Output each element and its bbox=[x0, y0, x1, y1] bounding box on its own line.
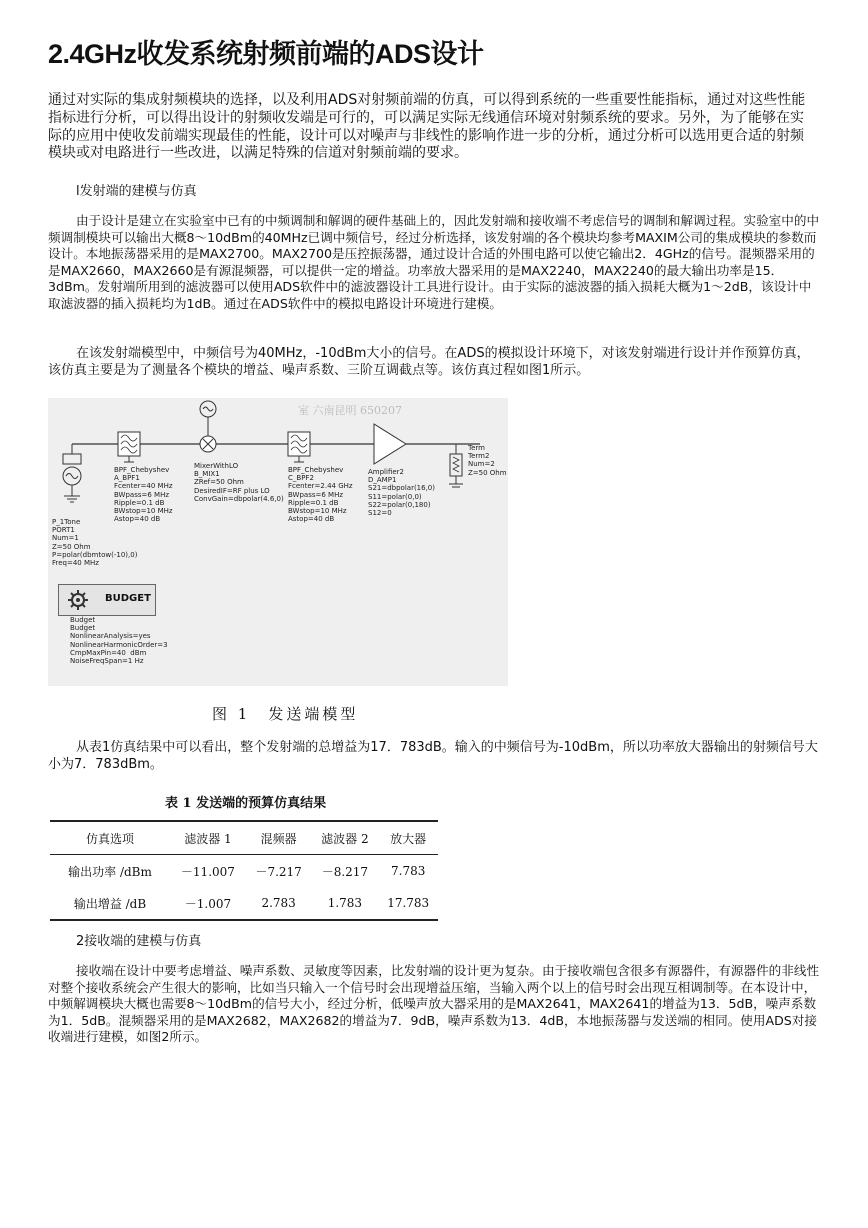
table-header-cell: 滤波器 2 bbox=[311, 821, 378, 855]
table-cell: 2.783 bbox=[261, 896, 296, 910]
watermark-text: 室 六南昆明 650207 bbox=[298, 404, 402, 417]
amplifier-icon bbox=[374, 424, 406, 464]
section2-paragraph-1: 接收端在设计中要考虑增益、噪声系数、灵敏度等因素，比发射端的设计更为复杂。由于接收端包含很多有源器件，有源器件的非线性对整个接收系统会产生很大的影响，比如当只输入一个信号时会出现增益压缩，当输入两个以上的信号时会出现互相调制等。在本设计中，中频解调模块大概也需要8～10dBm的信号大小，经过分析，低噪声放大器采用的是MAX2641，MAX2641的增益为13．5dB，噪声系数为1．5dB。混频器采用的是MAX2682，MAX2682的增益为7．9dB，噪声系数为13．4dB，本地振荡器与发送端的相同。使用ADS对接收端进行建模，如图2所示。 bbox=[48, 963, 820, 1045]
figure1-caption-number: 图 1 bbox=[212, 705, 251, 723]
bpf1-params: BPF_Chebyshev A_BPF1 Fcenter=40 MHz BWpass=6 MHz Ripple=0.1 dB BWstop=10 MHz Astop=40 dB bbox=[114, 466, 173, 524]
section2-heading: 2接收端的建模与仿真 bbox=[76, 934, 202, 949]
amplifier-params: Amplifier2 D_AMP1 S21=dbpolar(16,0) S11=polar(0,0) S22=polar(0,180) S12=0 bbox=[368, 468, 435, 518]
table-row bbox=[50, 887, 438, 920]
budget-params: Budget Budget NonlinearAnalysis=yes NonlinearHarmonicOrder=3 CmpMaxPin=40 dBm NoiseFreqSpan=1 Hz bbox=[70, 616, 168, 666]
mixer-icon bbox=[200, 401, 216, 452]
table-header-cell: 放大器 bbox=[378, 821, 438, 855]
table-cell: －7.217 bbox=[255, 864, 302, 879]
table-cell: －11.007 bbox=[180, 864, 235, 879]
section1-paragraph-3: 从表1仿真结果中可以看出，整个发射端的总增益为17．783dB。输入的中频信号为-10dBm，所以功率放大器输出的射频信号大小为7．783dBm。 bbox=[48, 740, 818, 772]
table-header-row bbox=[50, 821, 438, 855]
budget-block bbox=[58, 584, 156, 616]
port1-params: P_1Tone PORT1 Num=1 Z=50 Ohm P=polar(dbmtow(-10),0) Freq=40 MHz bbox=[52, 518, 138, 568]
budget-label: BUDGET bbox=[105, 593, 151, 604]
table-header-cell: 滤波器 1 bbox=[170, 821, 246, 855]
bpf2-filter-icon bbox=[288, 432, 310, 462]
port-source-icon bbox=[63, 444, 81, 502]
section1-paragraph-1: 由于设计是建立在实验室中已有的中频调制和解调的硬件基础上的，因此发射端和接收端不考虑信号的调制和解调过程。实验室中的中频调制模块可以输出大概8～10dBm的40MHz已调中频信号，经过分析选择，该发射端的各个模块均参考MAXIM公司的集成模块的参数而设计。本地振荡器采用的是MAX2700。MAX2700是压控振荡器，通过设计合适的外围电路可以使它输出2．4GHz的信号。混频器采用的是MAX2660，MAX2660是有源混频器，可以提供一定的增益。功率放大器采用的是MAX2240，MAX2240的最大输出功率是15．3dBm。发射端所用到的滤波器可以使用ADS软件中的滤波器设计工具进行设计。由于实际的滤波器的插入损耗大概为1～2dB，该设计中取滤波器的插入损耗均为1dB。通过在ADS软件中的模拟电路设计环境进行建模。 bbox=[48, 213, 820, 311]
table-cell: 输出功率 /dBm bbox=[68, 864, 152, 879]
section1-paragraph-2: 在该发射端模型中，中频信号为40MHz，-10dBm大小的信号。在ADS的模拟设计环境下，对该发射端进行设计并作预算仿真，该仿真主要是为了测量各个模块的增益、噪声系数、三阶互调截点等。该仿真过程如图1所示。 bbox=[48, 346, 810, 378]
bpf1-filter-icon bbox=[118, 432, 140, 462]
intro-paragraph: 通过对实际的集成射频模块的选择，以及利用ADS对射频前端的仿真，可以得到系统的一些重要性能指标，通过对这些性能指标进行分析，可以得出设计的射频收发端是可行的，可以满足实际无线通信环境对射频系统的要求。另外，为了能够在实际的应用中使收发前端实现最佳的性能，设计可以对噪声与非线性的影响作进一步的分析，通过分析可以选用更合适的射频模块或对电路进行一些改进，以满足特殊的信道对射频前端的要求。 bbox=[48, 92, 806, 162]
mixer-params: MixerWithLO B_MIX1 ZRef=50 Ohm DesiredIF=RF plus LO ConvGain=dbpolar(4.6,0) bbox=[194, 462, 284, 503]
budget-gear-icon bbox=[67, 589, 89, 611]
table-cell: 7.783 bbox=[391, 864, 426, 878]
table-cell: 1.783 bbox=[327, 896, 363, 910]
figure1-caption-text: 发送端模型 bbox=[268, 705, 359, 723]
table-cell: 17.783 bbox=[387, 896, 430, 910]
figure1-schematic bbox=[48, 398, 508, 686]
table-row bbox=[50, 855, 438, 888]
table-cell: －1.007 bbox=[184, 896, 232, 911]
table1-title: 表 1 发送端的预算仿真结果 bbox=[165, 796, 327, 811]
table-cell: 输出增益 /dB bbox=[73, 896, 147, 911]
table1-budget-results bbox=[50, 820, 438, 921]
table-header-cell: 混频器 bbox=[246, 821, 312, 855]
term-params: Term Term2 Num=2 Z=50 Ohm bbox=[468, 444, 507, 477]
table-cell: －8.217 bbox=[321, 864, 369, 879]
term-resistor-icon bbox=[449, 444, 463, 487]
table-header-cell: 仿真选项 bbox=[50, 821, 170, 855]
section1-heading: l发射端的建模与仿真 bbox=[76, 184, 197, 199]
article-title: 2.4GHz收发系统射频前端的ADS设计 bbox=[48, 39, 484, 69]
figure1-caption bbox=[212, 703, 358, 724]
bpf2-params: BPF_Chebyshev C_BPF2 Fcenter=2.44 GHz BWpass=6 MHz Ripple=0.1 dB BWstop=10 MHz Astop=40 dB bbox=[288, 466, 353, 524]
